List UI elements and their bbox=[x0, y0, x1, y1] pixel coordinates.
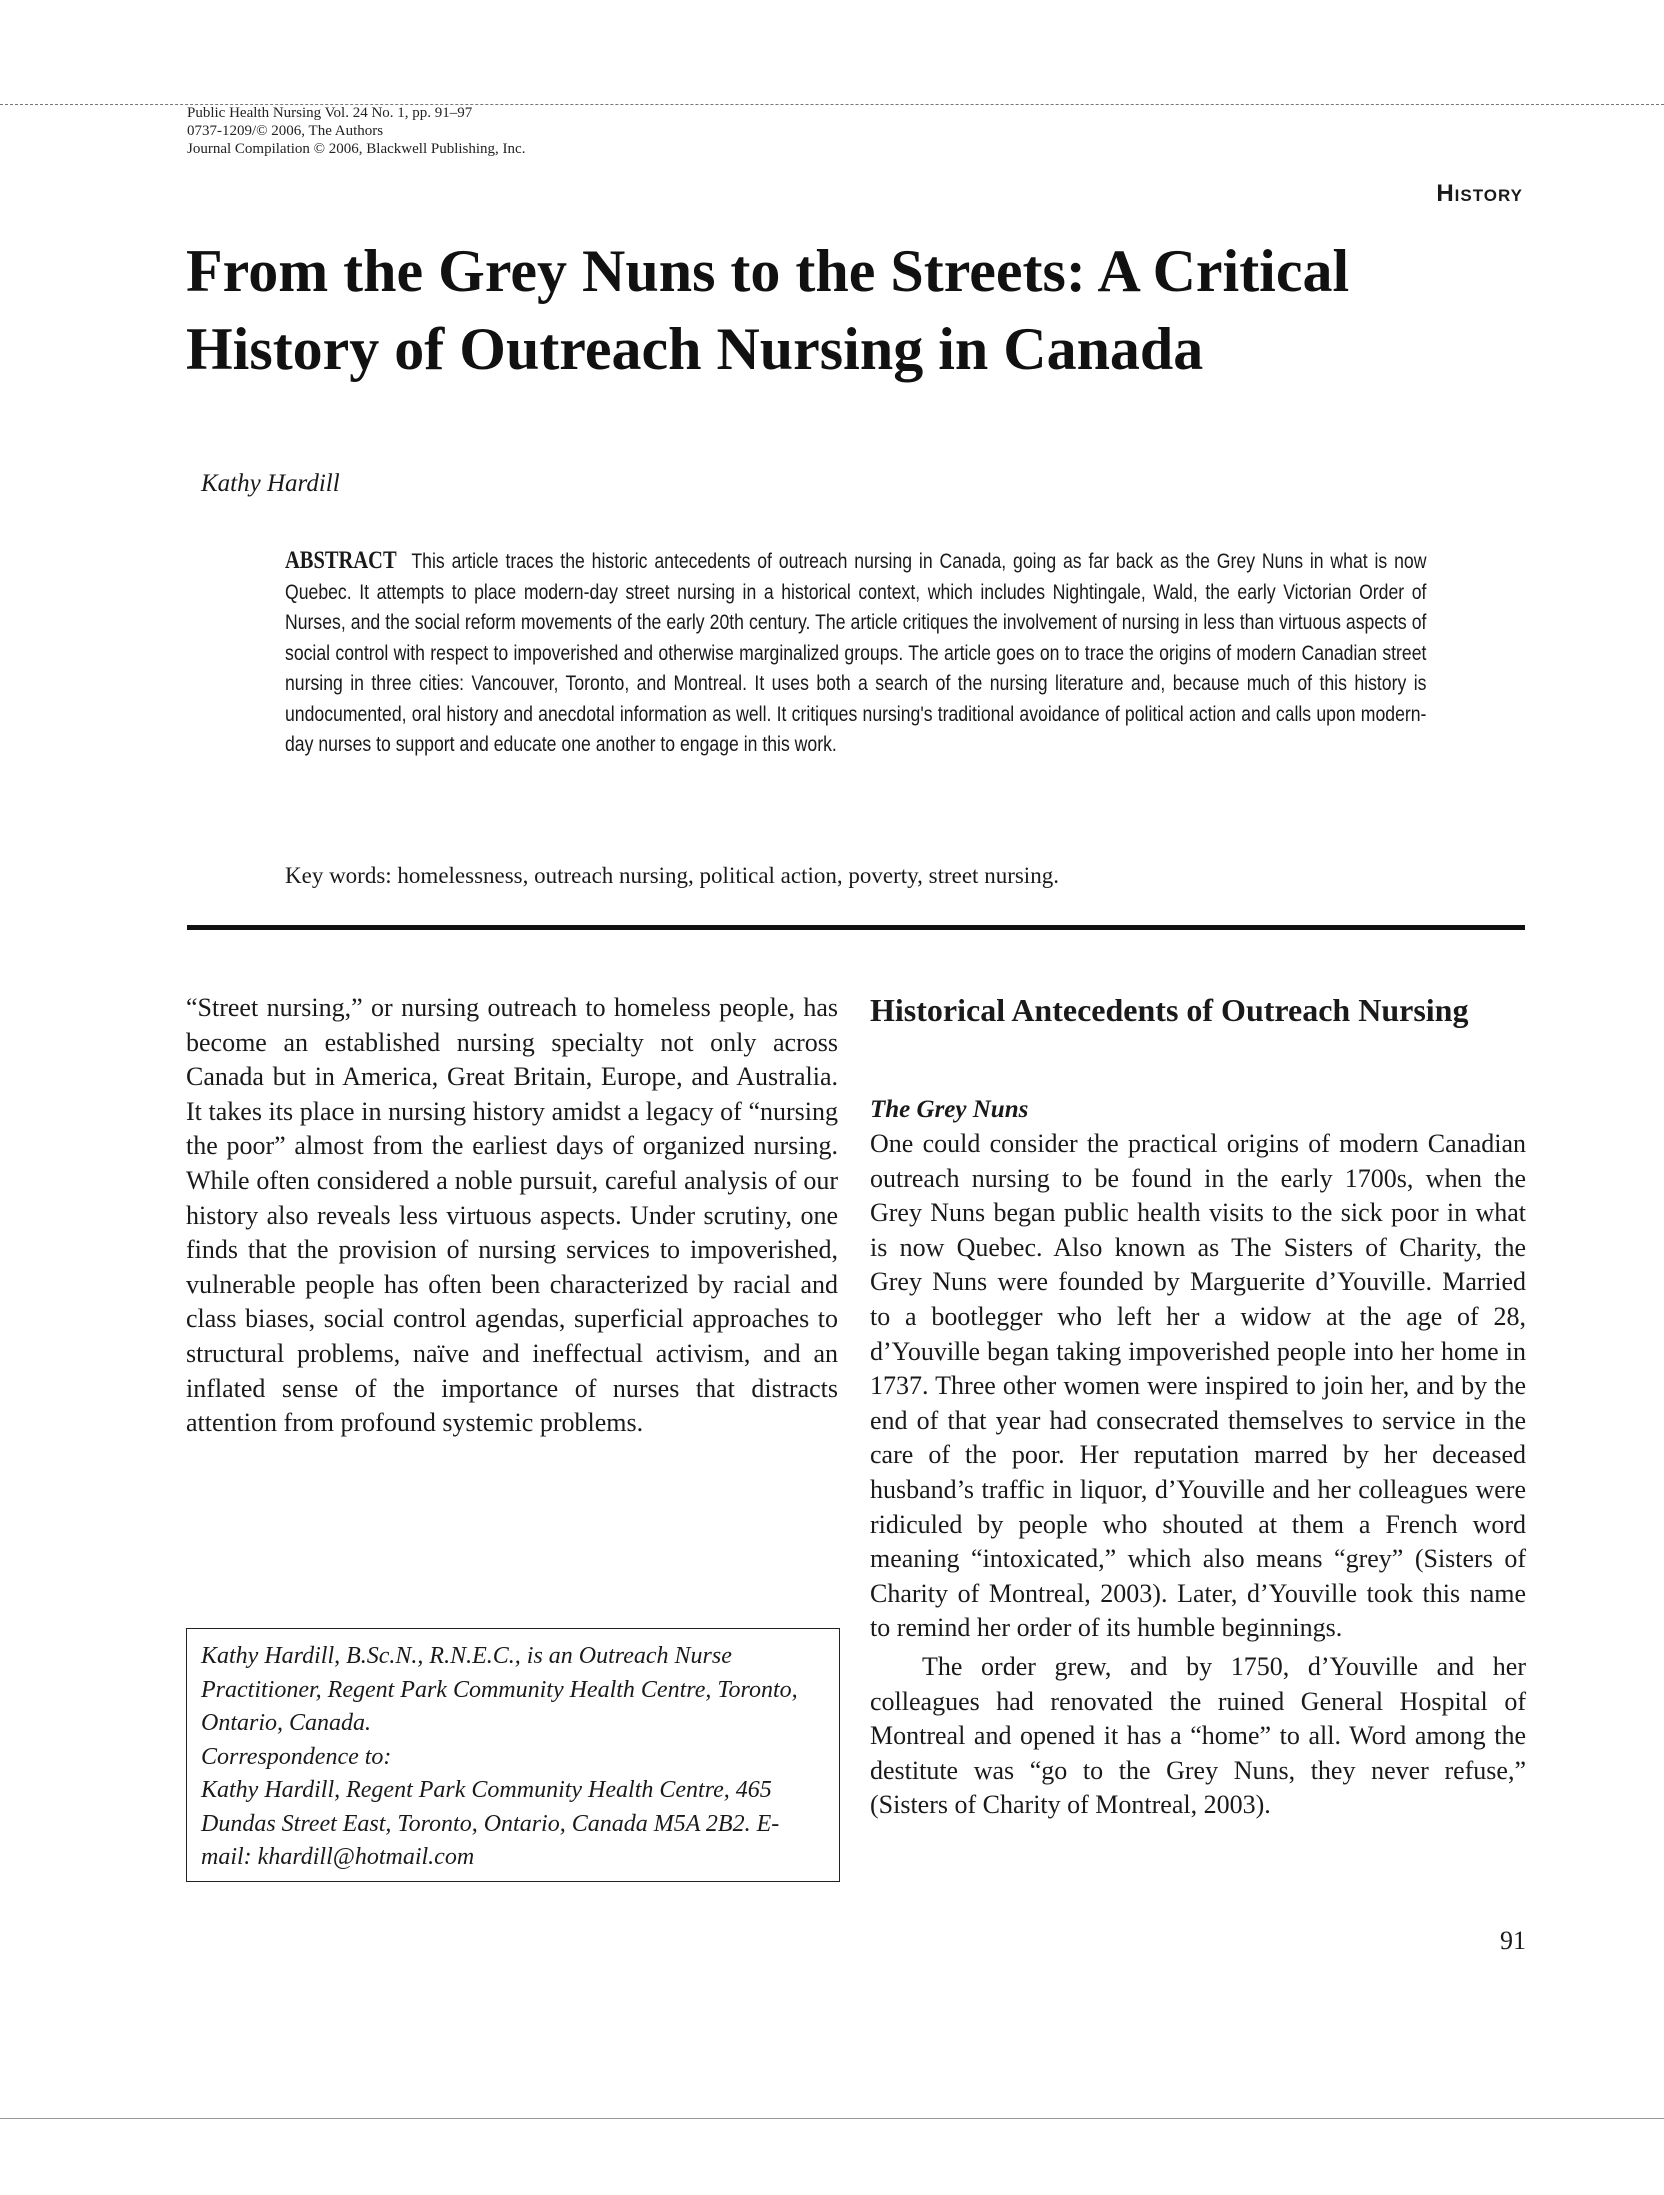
author-info-box bbox=[186, 1628, 840, 1882]
section-heading: Historical Antecedents of Outreach Nursing bbox=[870, 992, 1469, 1028]
journal-citation bbox=[187, 104, 525, 158]
abstract-label: ABSTRACT bbox=[285, 547, 397, 574]
correspondence-text: Kathy Hardill, Regent Park Community Health Centre, 465 Dundas Street East, Toronto, Ontario, Canada M5A 2B2. E-mail: khardill@hotmail.com bbox=[201, 1777, 780, 1870]
body-paragraph: The order grew, and by 1750, d’Youville and her colleagues had renovated the ruined General Hospital of Montreal and opened it has a “home” to all. Word among the destitute was “go to the Grey Nuns, they never refuse,” (Sisters of Charity of Montreal, 2003). bbox=[870, 1651, 1526, 1820]
journal-line-3: Journal Compilation © 2006, Blackwell Publishing, Inc. bbox=[187, 141, 526, 157]
right-column bbox=[870, 1127, 1526, 1823]
body-paragraph: One could consider the practical origins of modern Canadian outreach nursing to be found in the early 1700s, when the Grey Nuns began public health visits to the sick poor in what is now Quebec. Also known as The Sisters of Charity, the Grey Nuns were founded by Marguerite d’Youville. Married to a bootlegger who left her a widow at the age of 28, d’Youville began taking impoverished people into her home in 1737. Three other women were inspired to join her, and by the end of that year had consecrated themselves to service in the care of the poor. Her reputation marred by her deceased husband’s traffic in liquor, d’Youville and her colleagues were ridiculed by people who shouted at them a French word meaning “intoxicated,” which also means “grey” (Sisters of Charity of Montreal, 2003). Later, d’Youville took this name to remind her order of its humble beginnings. bbox=[870, 1129, 1526, 1643]
article-title: From the Grey Nuns to the Streets: A Critical History of Outreach Nursing in Canada bbox=[186, 238, 1350, 382]
subheading: The Grey Nuns bbox=[870, 1096, 1029, 1123]
intro-paragraph: “Street nursing,” or nursing outreach to homeless people, has become an established nursing specialty not only across Canada but in America, Great Britain, Europe, and Australia. It takes its place in nursing history amidst a legacy of “nursing the poor” almost from the earliest days of organized nursing. While often considered a noble pursuit, careful analysis of our history also reveals less virtuous aspects. Under scrutiny, one finds that the provision of nursing services to impoverished, vulnerable people has often been characterized by racial and class biases, social control agendas, superficial approaches to structural problems, naïve and ineffectual activism, and an inflated sense of the importance of nurses that distracts attention from profound systemic problems. bbox=[186, 993, 838, 1438]
journal-line-1: Public Health Nursing Vol. 24 No. 1, pp. 91–97 bbox=[187, 105, 473, 121]
journal-line-2: 0737-1209/© 2006, The Authors bbox=[187, 123, 384, 139]
author-name: Kathy Hardill bbox=[201, 470, 340, 497]
scan-bottom-line bbox=[0, 2118, 1664, 2119]
author-affiliation: Kathy Hardill, B.Sc.N., R.N.E.C., is an Outreach Nurse Practitioner, Regent Park Community Health Centre, Toronto, Ontario, Canada. bbox=[201, 1643, 798, 1736]
page-number: 91 bbox=[1500, 1926, 1526, 1955]
abstract bbox=[285, 546, 1426, 760]
section-label: History bbox=[1436, 180, 1523, 207]
header-divider bbox=[187, 925, 1525, 930]
correspondence-label: Correspondence to: bbox=[201, 1743, 392, 1770]
abstract-text: This article traces the historic antecedents of outreach nursing in Canada, going as far back as the Grey Nuns in what is now Quebec. It attempts to place modern-day street nursing in a historical context, which includes Nightingale, Wald, the early Victorian Order of Nurses, and the social reform movements of the early 20th century. The article critiques the involvement of nursing in less than virtuous aspects of social control with respect to impoverished and otherwise marginalized groups. The article goes on to trace the origins of modern Canadian street nursing in three cities: Vancouver, Toronto, and Montreal. It uses both a search of the nursing literature and, because much of this history is undocumented, oral history and anecdotal information as well. It critiques nursing's traditional avoidance of political action and calls upon modern-day nurses to support and educate one another to engage in this work. bbox=[285, 549, 1427, 756]
keywords: Key words: homelessness, outreach nursing, political action, poverty, street nursing. bbox=[285, 863, 1059, 888]
